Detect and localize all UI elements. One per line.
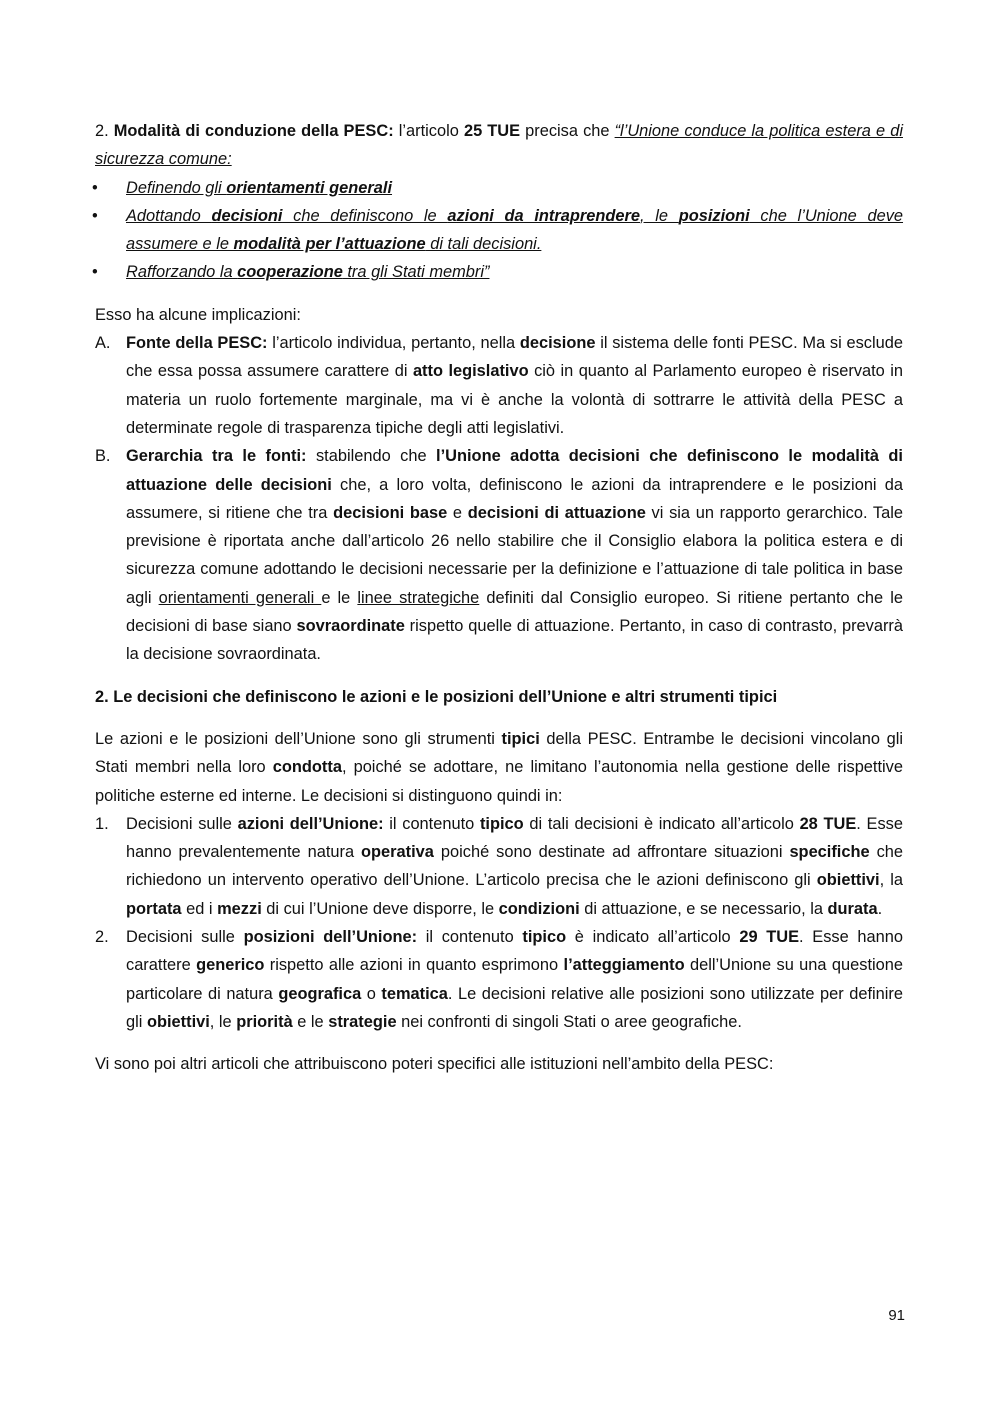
text-run: . Esse hanno carattere (126, 928, 903, 975)
text-run: stabilendo che (306, 447, 437, 466)
text-run: Definendo gli (126, 178, 227, 197)
term: sovraordinate (296, 617, 405, 636)
underlined-text: linee strategiche (357, 588, 480, 607)
term: Fonte della PESC: (126, 334, 268, 353)
text-run: che definiscono le (282, 206, 448, 225)
term: durata (827, 899, 878, 918)
text-run: rispetto quelle di attuazione. Pertanto, in caso di contrasto, prevarrà la decisione sovraordinata. (126, 617, 903, 664)
text-run: Decisioni sulle (126, 928, 244, 947)
text-run: il contenuto (383, 814, 480, 833)
text-run: di tali decisioni. (425, 235, 542, 254)
quote-text: “l’Unione conduce la politica estera e di sicurezza comune: (95, 122, 903, 169)
section-heading (95, 683, 903, 711)
term: decisioni (211, 206, 283, 225)
text-run: della PESC. Entrambe le decisioni vincolano gli Stati membri nella loro (95, 729, 903, 777)
term: condizioni (498, 899, 580, 918)
term: geografica (278, 984, 362, 1003)
list-item-2 (95, 923, 903, 1036)
term: modalità per l’attuazione (233, 235, 426, 254)
term: 28 TUE (799, 814, 857, 833)
list-item-b (95, 442, 903, 668)
text-run: poiché sono destinate ad affrontare situazioni (433, 843, 790, 862)
underlined-text: orientamenti generali (158, 588, 322, 607)
list-marker: 1. (95, 814, 109, 833)
text-run: di cui l’Unione deve disporre, le (261, 899, 499, 918)
text-run: Decisioni sulle (126, 814, 238, 833)
text-run: il sistema delle fonti PESC. Ma si esclude che essa possa assumere carattere di (126, 334, 903, 381)
paragraph-modalita (95, 117, 903, 174)
bullet-item (92, 174, 903, 202)
term-modalita: Modalità di conduzione della PESC: (113, 122, 394, 140)
text-run: che richiedono un intervento operativo dell’Unione. L’articolo precisa che le azioni definiscono gli (126, 843, 903, 890)
term: obiettivi (146, 1012, 210, 1031)
article-ref: 25 TUE (463, 122, 521, 140)
term: condotta (272, 758, 342, 777)
term: portata (126, 899, 182, 918)
term: strategie (328, 1012, 397, 1031)
text-run: di tali decisioni è indicato all’articolo (523, 814, 800, 833)
text-run: Rafforzando la (126, 263, 238, 282)
numbered-list (95, 810, 903, 1036)
text-run: , le (209, 1012, 237, 1031)
paragraph-azioni-posizioni (95, 725, 903, 810)
term: atto legislativo (412, 362, 529, 381)
term: l’atteggiamento (563, 956, 685, 975)
text-run: nei confronti di singoli Stati o aree geografiche. (396, 1012, 742, 1031)
list-item-1 (95, 810, 903, 923)
text-run: il contenuto (417, 928, 523, 947)
text-run: vi sia un rapporto gerarchico. Tale previsione è riportata anche dall’articolo 26 nello stabilire che il Consiglio elabora la politica estera e di sicurezza comune adottando le decisioni necessarie per la definizione e l’attuazione di tale politica in base agli (126, 503, 903, 607)
term: generico (196, 956, 265, 975)
term: 29 TUE (739, 928, 800, 947)
term: posizioni (678, 206, 750, 225)
text-run: o (361, 984, 382, 1003)
bullet-list (92, 174, 904, 287)
term: specifiche (789, 843, 870, 862)
text-run: ciò in quanto al Parlamento europeo è riservato in materia un ruolo fortemente marginale, ma vi è anche la volontà di sottrarre le attività della PESC a determinate regole di trasparenza tipiche degli atti legislativi. (126, 362, 904, 437)
term: tipici (501, 729, 540, 748)
term: azioni dell’Unione: (237, 814, 384, 833)
bullet-item (92, 202, 904, 259)
term: priorità (236, 1012, 293, 1031)
text-run: ed i (181, 899, 218, 918)
text-run: e (447, 503, 468, 522)
term: azioni da intraprendere (447, 206, 640, 225)
text-run: 2. (95, 122, 114, 140)
text-run: è indicato all’articolo (566, 928, 740, 947)
section-heading-text: 2. Le decisioni che definiscono le azioni e le posizioni dell’Unione e altri strumenti tipici (95, 687, 778, 706)
text-run: , la (879, 871, 903, 890)
page-number: 91 (888, 1307, 905, 1324)
text-run: dell’Unione su una questione particolare di natura (126, 956, 903, 1003)
term: decisioni di attuazione (467, 503, 646, 522)
term: posizioni dell’Unione: (243, 928, 418, 947)
term: operativa (361, 843, 434, 862)
text-run: l’articolo individua, pertanto, nella (267, 334, 520, 353)
term: Gerarchia tra le fonti: (126, 447, 307, 466)
text-run: che l’Unione deve assumere e le (126, 206, 904, 254)
list-marker: A. (95, 334, 111, 353)
paragraph-implicazioni: Esso ha alcune implicazioni: (95, 305, 301, 324)
text-run: che, a loro volta, definiscono le azioni da intraprendere e le posizioni da assumere, si ritiene che tra (126, 475, 903, 522)
text-run: e le (321, 588, 358, 607)
text-run: Adottando (126, 206, 212, 225)
text-run: rispetto alle azioni in quanto esprimono (264, 956, 564, 975)
term: decisioni base (333, 503, 448, 522)
list-marker: B. (95, 447, 111, 466)
text-run: precisa che (520, 122, 615, 140)
term: mezzi (217, 899, 262, 918)
bullet-mark: • (92, 178, 98, 197)
text-run: di attuazione, e se necessario, la (579, 899, 828, 918)
text-run: . Le decisioni relative alle posizioni sono utilizzate per definire gli (126, 984, 904, 1031)
bullet-item (92, 258, 903, 286)
text-run: tra gli Stati membri” (342, 263, 490, 282)
term: obiettivi (816, 871, 880, 890)
term: tipico (479, 814, 524, 833)
text-run: Le azioni e le posizioni dell’Unione sono gli strumenti (95, 729, 502, 748)
paragraph-altri-articoli: Vi sono poi altri articoli che attribuiscono poteri specifici alle istituzioni nell’ambito della PESC: (95, 1055, 774, 1074)
term: l’Unione adotta decisioni che definiscono le modalità di attuazione delle decisioni (126, 447, 903, 494)
list-marker: 2. (95, 928, 109, 947)
text-run: , poiché se adottare, ne limitano l’autonomia nella gestione delle rispettive politiche esterne ed interne. Le decisioni si distinguono quindi in: (95, 758, 903, 805)
bullet-mark: • (92, 206, 98, 225)
term: tematica (381, 984, 448, 1003)
lettered-list (95, 329, 903, 669)
text-run: definiti dal Consiglio europeo. Si ritiene pertanto che le decisioni di base siano (126, 588, 903, 636)
term: decisione (519, 334, 596, 353)
text-run: e le (292, 1012, 329, 1031)
bullet-mark: • (92, 263, 98, 282)
text-run: . (877, 899, 883, 918)
term: tipico (522, 928, 567, 947)
document-page (92, 117, 904, 1079)
text-run: l’articolo (393, 122, 464, 140)
list-item-a (95, 329, 903, 442)
text-run: , le (640, 206, 679, 225)
term: cooperazione (237, 263, 343, 282)
term: orientamenti generali (226, 178, 393, 197)
text-run: . Esse hanno prevalentemente natura (126, 814, 903, 862)
